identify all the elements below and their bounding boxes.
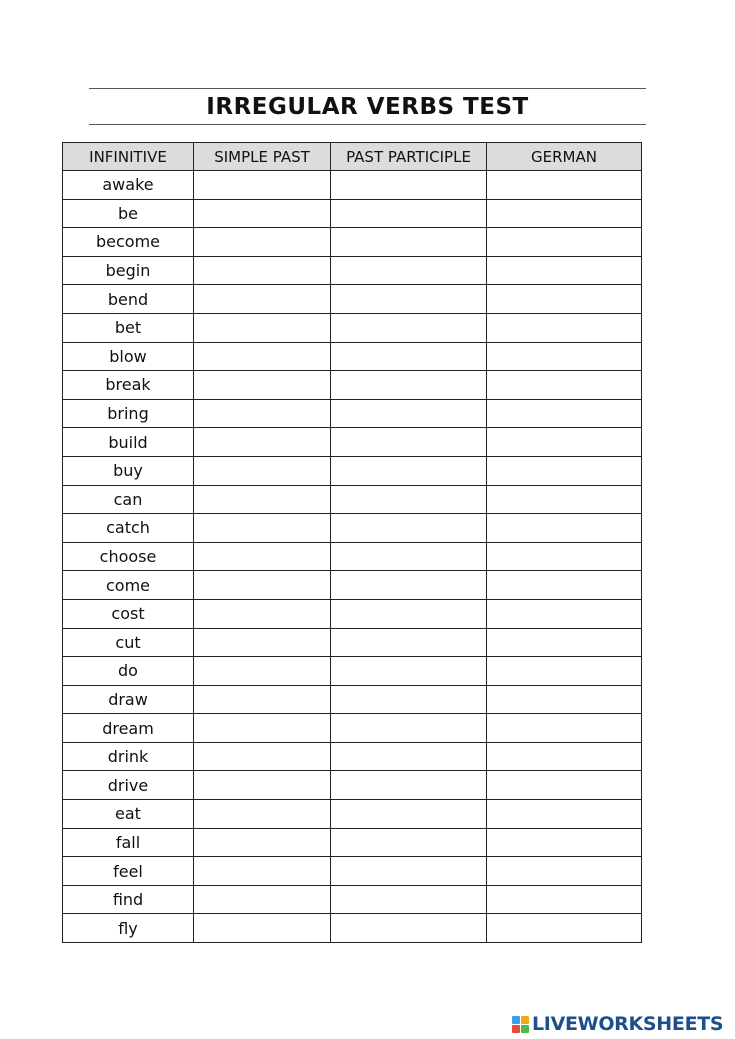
simple-past-answer-cell[interactable] [194,885,331,914]
infinitive-cell: blow [63,342,194,371]
table-row [63,456,642,485]
infinitive-cell: cut [63,628,194,657]
liveworksheets-logo-icon [512,1016,529,1033]
german-answer-cell[interactable] [487,428,642,457]
past-participle-answer-cell[interactable] [331,256,487,285]
table-row [63,914,642,943]
infinitive-cell: feel [63,857,194,886]
german-answer-cell[interactable] [487,599,642,628]
german-answer-cell[interactable] [487,885,642,914]
simple-past-answer-cell[interactable] [194,171,331,200]
past-participle-answer-cell[interactable] [331,313,487,342]
simple-past-answer-cell[interactable] [194,685,331,714]
worksheet-title: IRREGULAR VERBS TEST [206,94,529,120]
title-rule-top [89,88,646,89]
infinitive-cell: can [63,485,194,514]
header-german: GERMAN [487,143,642,171]
past-participle-answer-cell[interactable] [331,514,487,543]
table-row [63,599,642,628]
german-answer-cell[interactable] [487,542,642,571]
infinitive-cell: choose [63,542,194,571]
simple-past-answer-cell[interactable] [194,285,331,314]
simple-past-answer-cell[interactable] [194,514,331,543]
german-answer-cell[interactable] [487,399,642,428]
infinitive-cell: bet [63,313,194,342]
table-row [63,657,642,686]
table-row [63,313,642,342]
table-row [63,342,642,371]
brand-name: LIVEWORKSHEETS [532,1013,724,1035]
table-row [63,771,642,800]
simple-past-answer-cell[interactable] [194,714,331,743]
past-participle-answer-cell[interactable] [331,685,487,714]
german-answer-cell[interactable] [487,800,642,829]
german-answer-cell[interactable] [487,914,642,943]
infinitive-cell: dream [63,714,194,743]
infinitive-cell: become [63,228,194,257]
german-answer-cell[interactable] [487,485,642,514]
german-answer-cell[interactable] [487,628,642,657]
infinitive-cell: cost [63,599,194,628]
past-participle-answer-cell[interactable] [331,857,487,886]
infinitive-cell: buy [63,456,194,485]
german-answer-cell[interactable] [487,199,642,228]
simple-past-answer-cell[interactable] [194,914,331,943]
table-row [63,628,642,657]
simple-past-answer-cell[interactable] [194,342,331,371]
infinitive-cell: do [63,657,194,686]
infinitive-cell: break [63,371,194,400]
german-answer-cell[interactable] [487,828,642,857]
verb-rows [63,171,642,943]
simple-past-answer-cell[interactable] [194,771,331,800]
header-row [63,143,642,171]
title-rule-bottom [89,124,646,125]
simple-past-answer-cell[interactable] [194,456,331,485]
past-participle-answer-cell[interactable] [331,657,487,686]
table-row [63,742,642,771]
simple-past-answer-cell[interactable] [194,571,331,600]
simple-past-answer-cell[interactable] [194,313,331,342]
simple-past-answer-cell[interactable] [194,599,331,628]
infinitive-cell: catch [63,514,194,543]
table-row [63,285,642,314]
german-answer-cell[interactable] [487,171,642,200]
infinitive-cell: fly [63,914,194,943]
table-row [63,171,642,200]
infinitive-cell: drink [63,742,194,771]
header-infinitive: INFINITIVE [63,143,194,171]
table-row [63,800,642,829]
simple-past-answer-cell[interactable] [194,742,331,771]
german-answer-cell[interactable] [487,371,642,400]
simple-past-answer-cell[interactable] [194,542,331,571]
infinitive-cell: eat [63,800,194,829]
german-answer-cell[interactable] [487,742,642,771]
past-participle-answer-cell[interactable] [331,228,487,257]
simple-past-answer-cell[interactable] [194,828,331,857]
german-answer-cell[interactable] [487,714,642,743]
simple-past-answer-cell[interactable] [194,199,331,228]
past-participle-answer-cell[interactable] [331,199,487,228]
simple-past-answer-cell[interactable] [194,371,331,400]
simple-past-answer-cell[interactable] [194,428,331,457]
infinitive-cell: build [63,428,194,457]
table-row [63,857,642,886]
simple-past-answer-cell[interactable] [194,399,331,428]
simple-past-answer-cell[interactable] [194,256,331,285]
table-row [63,714,642,743]
past-participle-answer-cell[interactable] [331,800,487,829]
table-row [63,542,642,571]
past-participle-answer-cell[interactable] [331,542,487,571]
past-participle-answer-cell[interactable] [331,771,487,800]
table-row [63,256,642,285]
table-row [63,685,642,714]
simple-past-answer-cell[interactable] [194,657,331,686]
german-answer-cell[interactable] [487,342,642,371]
table-row [63,428,642,457]
table-row [63,514,642,543]
german-answer-cell[interactable] [487,456,642,485]
past-participle-answer-cell[interactable] [331,285,487,314]
past-participle-answer-cell[interactable] [331,714,487,743]
past-participle-answer-cell[interactable] [331,742,487,771]
brand-footer [512,1012,723,1036]
infinitive-cell: begin [63,256,194,285]
past-participle-answer-cell[interactable] [331,628,487,657]
header-simple-past: SIMPLE PAST [194,143,331,171]
past-participle-answer-cell[interactable] [331,485,487,514]
german-answer-cell[interactable] [487,685,642,714]
table-row [63,485,642,514]
infinitive-cell: come [63,571,194,600]
simple-past-answer-cell[interactable] [194,228,331,257]
infinitive-cell: find [63,885,194,914]
past-participle-answer-cell[interactable] [331,371,487,400]
past-participle-answer-cell[interactable] [331,171,487,200]
german-answer-cell[interactable] [487,514,642,543]
past-participle-answer-cell[interactable] [331,599,487,628]
german-answer-cell[interactable] [487,228,642,257]
table-row [63,199,642,228]
simple-past-answer-cell[interactable] [194,857,331,886]
simple-past-answer-cell[interactable] [194,800,331,829]
infinitive-cell: draw [63,685,194,714]
infinitive-cell: be [63,199,194,228]
table-row [63,885,642,914]
german-answer-cell[interactable] [487,256,642,285]
past-participle-answer-cell[interactable] [331,914,487,943]
table-row [63,828,642,857]
past-participle-answer-cell[interactable] [331,399,487,428]
header-past-participle: PAST PARTICIPLE [331,143,487,171]
past-participle-answer-cell[interactable] [331,428,487,457]
infinitive-cell: fall [63,828,194,857]
past-participle-answer-cell[interactable] [331,571,487,600]
table-row [63,371,642,400]
table-row [63,228,642,257]
table-row [63,399,642,428]
simple-past-answer-cell[interactable] [194,628,331,657]
infinitive-cell: awake [63,171,194,200]
german-answer-cell[interactable] [487,771,642,800]
verbs-table [62,142,642,943]
past-participle-answer-cell[interactable] [331,342,487,371]
past-participle-answer-cell[interactable] [331,456,487,485]
infinitive-cell: drive [63,771,194,800]
german-answer-cell[interactable] [487,857,642,886]
past-participle-answer-cell[interactable] [331,828,487,857]
german-answer-cell[interactable] [487,657,642,686]
german-answer-cell[interactable] [487,313,642,342]
german-answer-cell[interactable] [487,285,642,314]
simple-past-answer-cell[interactable] [194,485,331,514]
infinitive-cell: bend [63,285,194,314]
table-row [63,571,642,600]
infinitive-cell: bring [63,399,194,428]
german-answer-cell[interactable] [487,571,642,600]
past-participle-answer-cell[interactable] [331,885,487,914]
